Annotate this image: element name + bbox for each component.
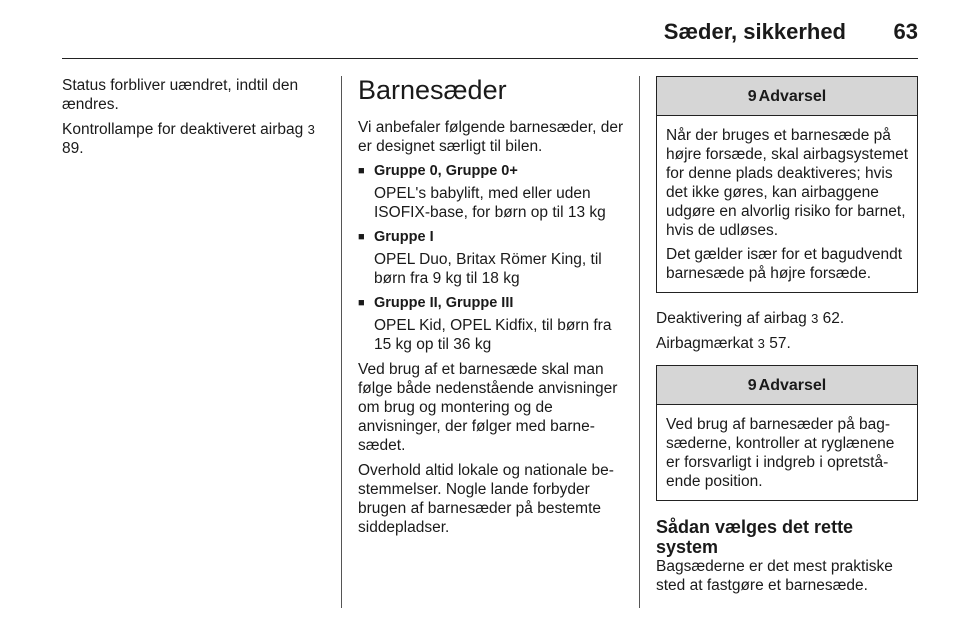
status-paragraph: Status forbliver uændret, indtil den ændres.	[62, 77, 299, 113]
bullet-square-icon: ■	[358, 297, 365, 309]
group-description: OPEL's babylift, med eller uden ISOFIX-base, for børn op til 13 kg	[374, 185, 606, 221]
list-item	[358, 294, 624, 354]
deactivation-text: Deaktivering af airbag	[656, 310, 807, 327]
airbag-label-text: Airbagmærkat	[656, 335, 754, 352]
seat-group-list	[358, 162, 624, 354]
column-middle	[358, 76, 624, 543]
intro-paragraph: Vi anbefaler følgende barnesæder, der er designet særligt til bilen.	[358, 119, 624, 155]
column-divider-2	[639, 76, 640, 608]
warning-paragraph: Når der bruges et barnesæde på højre forsæde, skal airbagsystemet for denne plads deaktiveres; hvis det ikke gøres, kan airbaggene udgøre en alvorlig risiko for barnet, hvis de udløses.	[666, 127, 909, 239]
list-item	[358, 228, 624, 288]
page-number: 63	[893, 19, 918, 44]
bullet-square-icon: ■	[358, 231, 365, 243]
group-description: OPEL Duo, Britax Römer King, til børn fra 9 kg til 18 kg	[374, 251, 602, 287]
indicator-paragraph	[62, 120, 322, 158]
warning-header	[657, 77, 917, 116]
deactivation-paragraph	[656, 309, 918, 328]
warning-body	[657, 116, 917, 292]
indicator-page-ref[interactable]: 89.	[62, 140, 84, 157]
group-title: Gruppe II, Gruppe III	[374, 295, 514, 311]
section-heading-choose-system: Sådan vælges det rette system	[656, 517, 854, 557]
deactivation-page-ref[interactable]: 62.	[822, 310, 845, 327]
column-left	[62, 76, 322, 164]
section-paragraph: Bagsæderne er det mest praktiske sted at fastgøre et barnesæde.	[656, 558, 893, 594]
airbag-label-page-ref[interactable]: 57.	[769, 335, 791, 352]
group-description: OPEL Kid, OPEL Kidfix, til børn fra 15 kg op til 36 kg	[374, 317, 612, 353]
warning-paragraph: Det gælder især for et bagudvendt barnesæde på højre forsæde.	[666, 246, 903, 282]
warning-triangle-icon: 9	[747, 87, 757, 105]
warning-triangle-icon: 9	[747, 376, 757, 394]
regulations-paragraph: Overhold altid lokale og nationale bestemmelser. Nogle lande forbyder brugen af barnesæder på bestemte siddepladser.	[358, 462, 614, 536]
warning-box-front-seat	[656, 76, 918, 293]
warning-label: Advarsel	[758, 376, 827, 394]
page-title: Sæder, sikkerhed	[663, 19, 846, 44]
group-title: Gruppe I	[374, 229, 434, 245]
warning-body	[657, 405, 917, 500]
warning-header	[657, 366, 917, 405]
column-divider-1	[341, 76, 342, 608]
section-heading-child-seats: Barnesæder	[358, 75, 507, 105]
bullet-square-icon: ■	[358, 165, 365, 177]
airbag-label-paragraph	[656, 334, 918, 353]
list-item	[358, 162, 624, 222]
page-ref-arrow-icon: 3	[757, 336, 765, 351]
page-ref-arrow-icon: 3	[307, 122, 315, 137]
warning-paragraph: Ved brug af barnesæder på bagsæderne, kontroller at ryglænene er forsvarligt i indgreb i opretstående position.	[666, 416, 895, 490]
column-right	[656, 76, 918, 601]
page-ref-arrow-icon: 3	[811, 311, 819, 326]
group-title: Gruppe 0, Gruppe 0+	[374, 163, 518, 179]
indicator-text: Kontrollampe for deaktiveret airbag	[62, 121, 304, 138]
usage-paragraph: Ved brug af et barnesæde skal man følge både nedenstående anvisninger om brug og montering og de anvisninger, der følger med barnesædet.	[358, 361, 618, 454]
warning-label: Advarsel	[758, 87, 827, 105]
warning-box-rear-seat	[656, 365, 918, 501]
page-header	[62, 0, 918, 59]
